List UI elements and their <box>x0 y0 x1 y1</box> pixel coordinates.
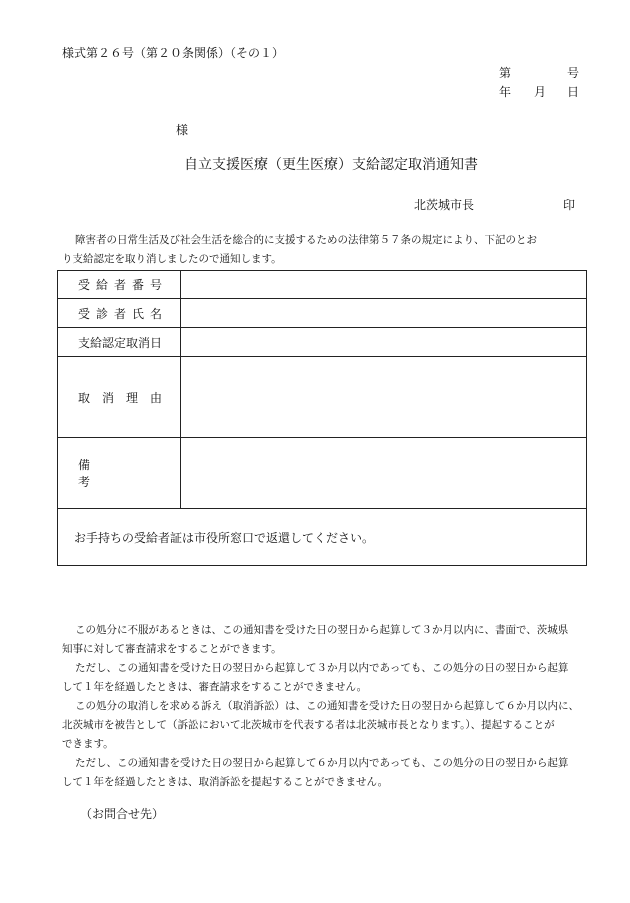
issue-number-suffix: 号 <box>567 66 580 80</box>
appeal-line: ただし、この通知書を受けた日の翌日から起算して３か月以内であっても、この処分の日の翌日から起算 <box>75 663 569 674</box>
document-title: 自立支援医療（更生医療）支給認定取消通知書 <box>184 158 478 173</box>
table-row <box>58 357 587 438</box>
appeal-line: ただし、この通知書を受けた日の翌日から起算して６か月以内であっても、この処分の日の翌日から起算 <box>75 758 569 769</box>
row-label: 備考 <box>78 458 141 489</box>
table-row <box>58 438 587 509</box>
row-value <box>181 271 587 299</box>
issue-number-prefix: 第 <box>499 66 512 80</box>
form-number: 様式第２６号（第２０条関係）（その１） <box>62 46 285 60</box>
table-row <box>58 509 587 566</box>
contact-label: （お問合せ先） <box>80 807 165 821</box>
row-label: 支給認定取消日 <box>78 335 163 350</box>
addressee-suffix: 様 <box>176 123 189 137</box>
date-day: 日 <box>567 85 580 99</box>
appeal-line: して１年を経過したときは、取消訴訟を提起することができません。 <box>62 777 389 788</box>
row-label: 受診者氏名 <box>78 306 169 321</box>
row-value <box>181 438 587 509</box>
row-value <box>181 357 587 438</box>
appeal-notice <box>62 621 596 792</box>
appeal-line: して１年を経過したときは、審査請求をすることができません。 <box>62 682 368 693</box>
date-month: 月 <box>534 85 547 99</box>
appeal-line: この処分の取消しを求める訴え（取消訴訟）は、この通知書を受けた日の翌日から起算して６か月以内に、 <box>75 701 579 712</box>
row-value <box>181 328 587 357</box>
appeal-line: この処分に不服があるときは、この通知書を受けた日の翌日から起算して３か月以内に、書面で、茨城県 <box>75 625 569 636</box>
intro-line: り支給認定を取り消しましたので通知します。 <box>62 254 282 265</box>
date-year: 年 <box>499 85 512 99</box>
appeal-line: できます。 <box>62 739 114 750</box>
notice-table <box>57 270 587 566</box>
table-row <box>58 271 587 299</box>
row-value <box>181 299 587 328</box>
row-label: 受給者番号 <box>78 278 169 292</box>
row-label: 取消理由 <box>78 390 175 405</box>
appeal-line: 北茨城市を被告として（訴訟において北茨城市を代表する者は北茨城市長となります。）、提起することが <box>62 720 555 731</box>
table-row <box>58 299 587 328</box>
table-row <box>58 328 587 357</box>
appeal-line: 知事に対して審査請求をすることができます。 <box>62 644 282 655</box>
intro-line: 障害者の日常生活及び社会生活を総合的に支援するための法律第５７条の規定により、下記のとお <box>75 235 537 246</box>
issuer: 北茨城市長 <box>414 198 475 212</box>
return-card-note: お手持ちの受給者証は市役所窓口で返還してください。 <box>74 530 375 545</box>
seal-mark: 印 <box>563 198 576 212</box>
intro-paragraph <box>62 231 596 269</box>
